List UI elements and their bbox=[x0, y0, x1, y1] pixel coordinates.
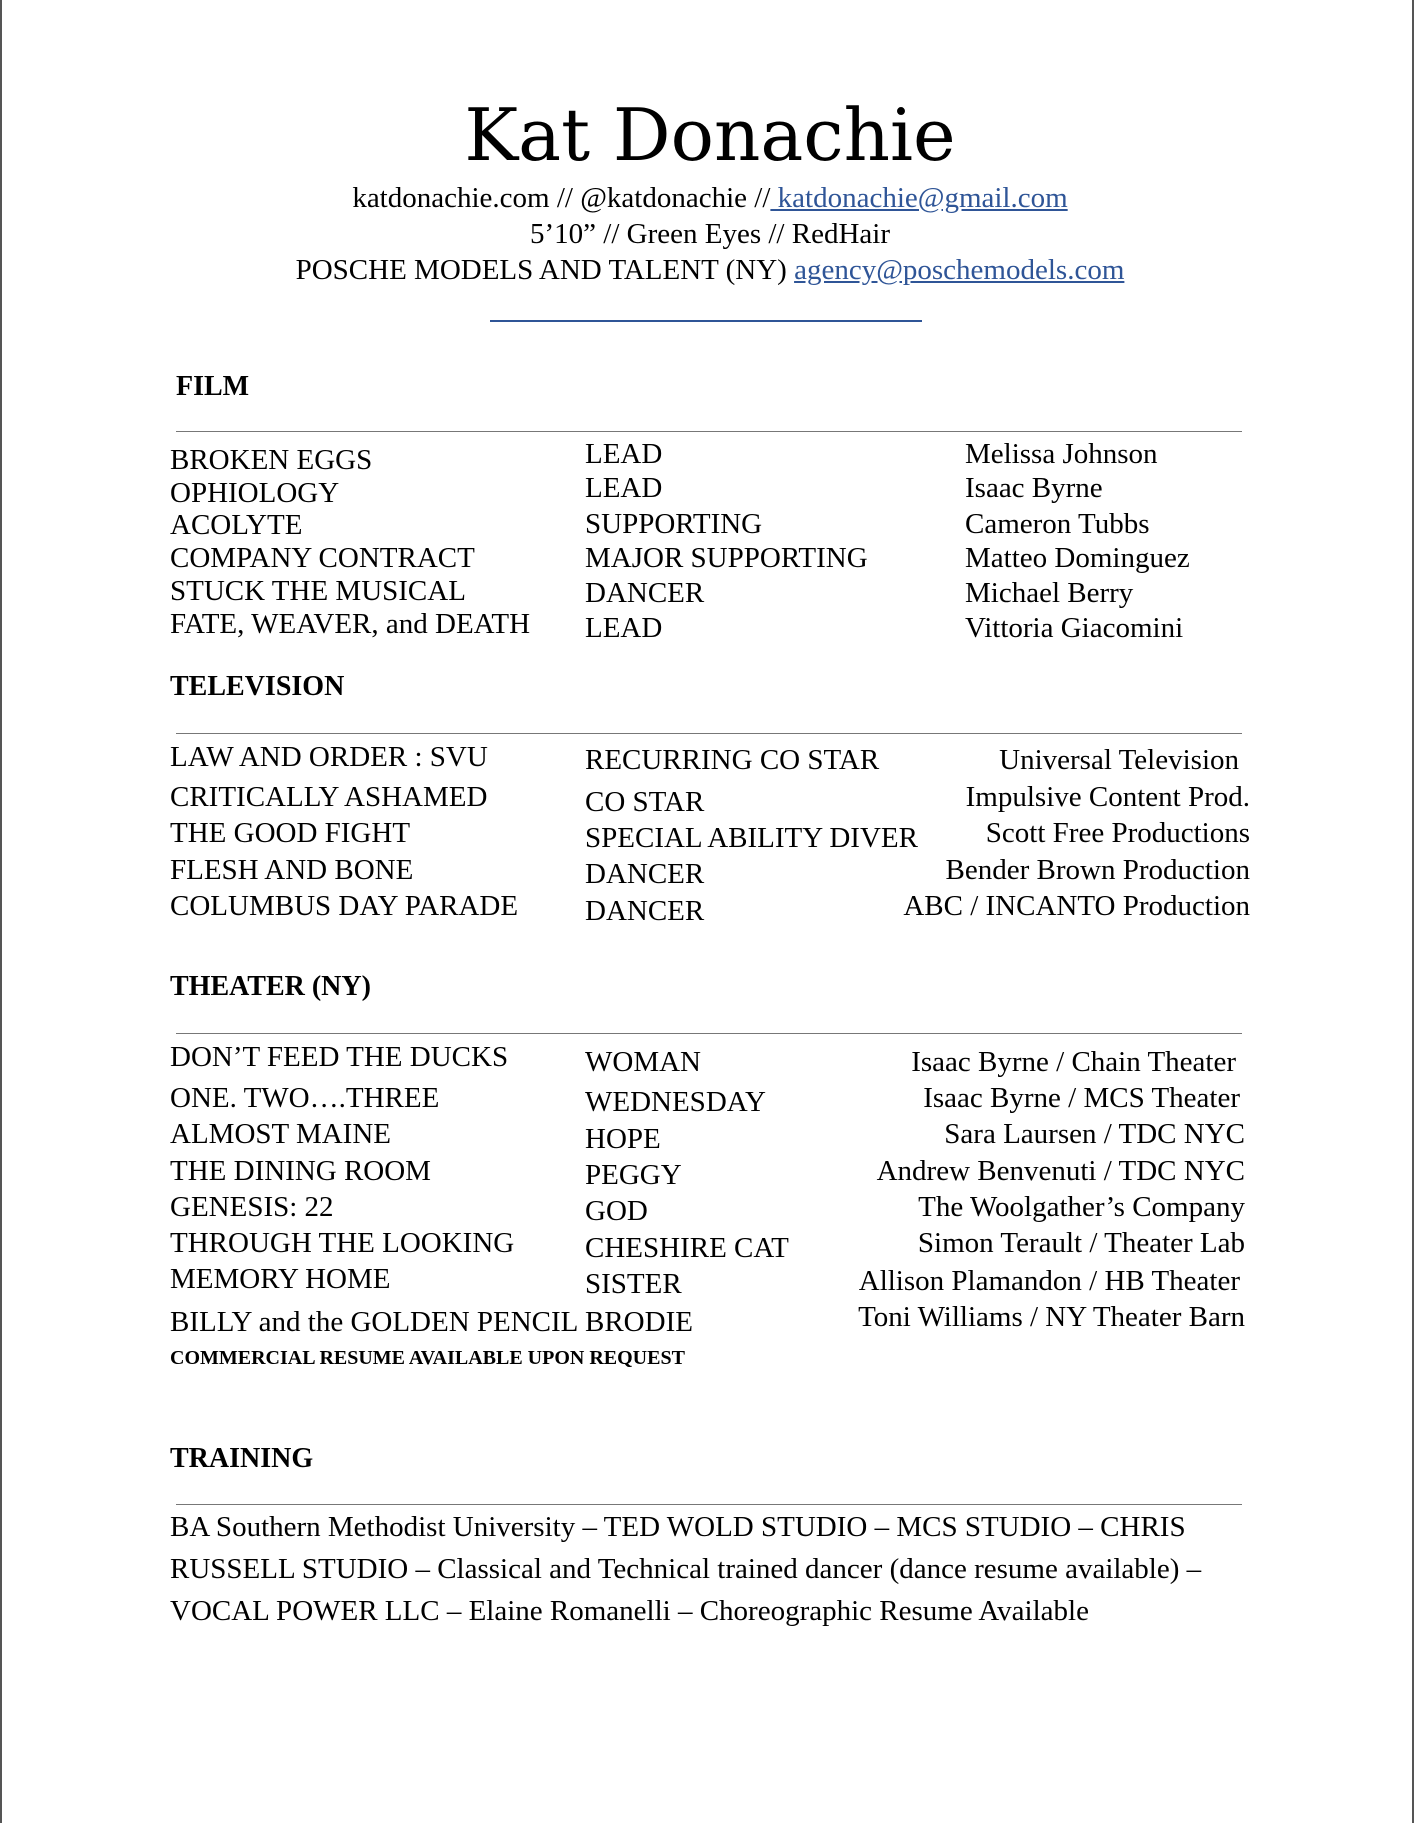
website-handle-text: katdonachie.com // @katdonachie // bbox=[352, 182, 771, 214]
tv-title-cell: FLESH AND BONE bbox=[170, 854, 414, 886]
television-divider bbox=[176, 733, 1242, 734]
tv-role-cell: CO STAR bbox=[585, 786, 705, 818]
film-role-cell: LEAD bbox=[585, 472, 663, 504]
theater-credit-cell: The Woolgather’s Company bbox=[918, 1191, 1245, 1223]
agency-email-link[interactable]: agency@poschemodels.com bbox=[794, 254, 1125, 286]
film-credit-cell: Isaac Byrne bbox=[965, 472, 1103, 504]
film-title-cell: STUCK THE MUSICAL bbox=[170, 575, 466, 607]
theater-title-cell: BILLY and the GOLDEN PENCIL bbox=[170, 1306, 579, 1338]
theater-credit-cell: Isaac Byrne / Chain Theater bbox=[911, 1046, 1236, 1078]
theater-role-cell: HOPE bbox=[585, 1123, 661, 1155]
tv-title-cell: CRITICALLY ASHAMED bbox=[170, 781, 488, 813]
theater-role-cell: WOMAN bbox=[585, 1046, 701, 1078]
training-section-title: TRAINING bbox=[170, 1443, 314, 1474]
theater-role-cell: PEGGY bbox=[585, 1159, 682, 1191]
film-credit-cell: Michael Berry bbox=[965, 577, 1134, 609]
theater-credit-cell: Andrew Benvenuti / TDC NYC bbox=[876, 1155, 1245, 1187]
theater-divider bbox=[176, 1033, 1242, 1034]
training-text: BA Southern Methodist University – TED WOLD STUDIO – MCS STUDIO – CHRIS RUSSELL STUDIO – Classical and Technical trained dancer (dance resume available) – VOCAL POWER LLC – Elaine Romanelli – Choreographic Resume Available bbox=[170, 1511, 1202, 1627]
theater-role-cell: BRODIE bbox=[585, 1306, 693, 1338]
theater-section-title: THEATER (NY) bbox=[170, 971, 371, 1002]
theater-credit-cell: Allison Plamandon / HB Theater bbox=[858, 1265, 1240, 1297]
tv-credit-cell: ABC / INCANTO Production bbox=[903, 890, 1250, 922]
film-role-cell: SUPPORTING bbox=[585, 508, 763, 540]
tv-title-cell: COLUMBUS DAY PARADE bbox=[170, 890, 519, 922]
theater-title-cell: MEMORY HOME bbox=[170, 1263, 391, 1295]
film-role-cell: DANCER bbox=[585, 577, 705, 609]
tv-credit-cell: Scott Free Productions bbox=[985, 817, 1250, 849]
theater-title-cell: GENESIS: 22 bbox=[170, 1191, 334, 1223]
agency-label: POSCHE MODELS AND TALENT (NY) bbox=[295, 254, 787, 286]
tv-role-cell: DANCER bbox=[585, 895, 705, 927]
theater-credit-cell: Sara Laursen / TDC NYC bbox=[944, 1118, 1245, 1150]
theater-title-cell: THROUGH THE LOOKING bbox=[170, 1227, 515, 1259]
email-link[interactable]: katdonachie@gmail.com bbox=[770, 182, 1068, 214]
tv-title-cell: THE GOOD FIGHT bbox=[170, 817, 411, 849]
film-credit-cell: Matteo Dominguez bbox=[965, 542, 1190, 574]
agency-line bbox=[2, 252, 1416, 288]
header-divider bbox=[490, 320, 922, 322]
theater-role-cell: SISTER bbox=[585, 1268, 682, 1300]
theater-credit-cell: Simon Terault / Theater Lab bbox=[917, 1227, 1245, 1259]
film-credit-cell: Vittoria Giacomini bbox=[965, 612, 1184, 644]
film-title-cell: BROKEN EGGS bbox=[170, 444, 373, 476]
resume-name: Kat Donachie bbox=[464, 93, 956, 177]
tv-credit-cell: Universal Television bbox=[999, 744, 1239, 776]
film-title-cell: ACOLYTE bbox=[170, 509, 303, 541]
tv-credit-cell: Impulsive Content Prod. bbox=[965, 781, 1250, 813]
film-title-cell: COMPANY CONTRACT bbox=[170, 542, 475, 574]
commercial-resume-note: COMMERCIAL RESUME AVAILABLE UPON REQUEST bbox=[170, 1347, 685, 1369]
tv-title-cell: LAW AND ORDER : SVU bbox=[170, 741, 488, 773]
theater-title-cell: THE DINING ROOM bbox=[170, 1155, 431, 1187]
theater-title-cell: ONE. TWO….THREE bbox=[170, 1082, 440, 1114]
theater-role-cell: GOD bbox=[585, 1195, 648, 1227]
tv-credit-cell: Bender Brown Production bbox=[945, 854, 1250, 886]
theater-title-cell: ALMOST MAINE bbox=[170, 1118, 391, 1150]
tv-role-cell: RECURRING CO STAR bbox=[585, 744, 880, 776]
film-role-cell: MAJOR SUPPORTING bbox=[585, 542, 868, 574]
film-title-cell: OPHIOLOGY bbox=[170, 477, 340, 509]
film-section-title: FILM bbox=[176, 371, 250, 402]
theater-title-cell: DON’T FEED THE DUCKS bbox=[170, 1041, 509, 1073]
film-role-cell: LEAD bbox=[585, 612, 663, 644]
film-credit-cell: Melissa Johnson bbox=[965, 438, 1158, 470]
training-divider bbox=[176, 1504, 1242, 1505]
television-section-title: TELEVISION bbox=[170, 671, 345, 702]
theater-credit-cell: Isaac Byrne / MCS Theater bbox=[923, 1082, 1240, 1114]
tv-role-cell: SPECIAL ABILITY DIVER bbox=[585, 822, 918, 854]
contact-line bbox=[2, 180, 1416, 216]
stats-line: 5’10” // Green Eyes // RedHair bbox=[530, 218, 890, 250]
film-title-cell: FATE, WEAVER, and DEATH bbox=[170, 608, 531, 640]
film-divider bbox=[176, 431, 1242, 432]
theater-credit-cell: Toni Williams / NY Theater Barn bbox=[858, 1301, 1245, 1333]
theater-role-cell: CHESHIRE CAT bbox=[585, 1232, 789, 1264]
film-role-cell: LEAD bbox=[585, 438, 663, 470]
tv-role-cell: DANCER bbox=[585, 858, 705, 890]
film-credit-cell: Cameron Tubbs bbox=[965, 508, 1150, 540]
theater-role-cell: WEDNESDAY bbox=[585, 1086, 766, 1118]
